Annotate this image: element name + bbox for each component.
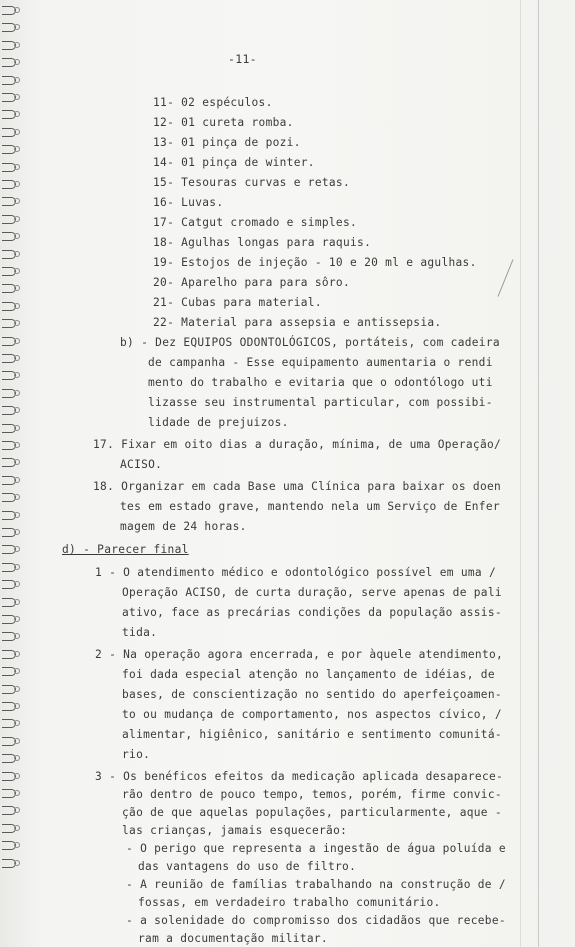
punch-hole xyxy=(14,355,20,361)
punch-hole xyxy=(14,616,20,622)
punch-hole xyxy=(14,129,20,135)
punch-hole xyxy=(14,251,20,257)
list-item: 14- 01 pinça de winter. xyxy=(153,156,315,169)
punch-hole xyxy=(14,860,20,866)
punch-hole xyxy=(14,825,20,831)
punch-hole xyxy=(14,599,20,605)
punch-hole xyxy=(14,303,20,309)
punch-hole xyxy=(14,512,20,518)
punch-hole xyxy=(14,7,20,13)
punch-hole xyxy=(14,164,20,170)
paragraph-line: b) - Dez EQUIPOS ODONTOLÓGICOS, portáteis, com cadeira xyxy=(120,336,500,349)
punch-hole xyxy=(14,285,20,291)
paragraph-line: mento do trabalho e evitaria que o odontólogo uti xyxy=(148,376,493,389)
punch-hole xyxy=(14,59,20,65)
list-item: 15- Tesouras curvas e retas. xyxy=(153,176,350,189)
punch-hole xyxy=(14,146,20,152)
punch-hole xyxy=(14,686,20,692)
paragraph-line: tes em estado grave, mantendo nela um Serviço de Enfer xyxy=(120,500,500,513)
list-item: 21- Cubas para material. xyxy=(153,296,322,309)
list-item: 13- 01 pinça de pozi. xyxy=(153,136,301,149)
paragraph-line: bases, de conscientização no sentido do aperfeiçoamen- xyxy=(122,688,502,701)
punch-hole xyxy=(14,198,20,204)
punch-hole xyxy=(14,720,20,726)
list-item: 12- 01 cureta romba. xyxy=(153,116,294,129)
punch-hole xyxy=(14,320,20,326)
numbered-item: 18. Organizar em cada Base uma Clínica para baixar os doen xyxy=(93,480,502,493)
punch-hole xyxy=(14,442,20,448)
paragraph-line: lizasse seu instrumental particular, com possibi- xyxy=(148,396,493,409)
list-item: 11- 02 espéculos. xyxy=(153,96,273,109)
bullet-item: - O perigo que representa a ingestão de água poluída e xyxy=(126,842,506,855)
punch-hole xyxy=(14,233,20,239)
page-fold-line xyxy=(538,0,539,947)
paragraph-line: das vantagens do uso de filtro. xyxy=(138,860,357,873)
stray-pen-mark xyxy=(498,259,514,296)
paragraph-line: to ou mudança de comportamento, nos aspectos cívico, / xyxy=(122,708,502,721)
paragraph-line: alimentar, higiênico, sanitário e sentimento comunitá- xyxy=(122,728,502,741)
punch-hole xyxy=(14,581,20,587)
punch-hole xyxy=(14,807,20,813)
punch-hole xyxy=(14,633,20,639)
paragraph-line: magem de 24 horas. xyxy=(120,520,247,533)
punch-hole xyxy=(14,24,20,30)
punch-hole xyxy=(14,459,20,465)
punch-hole xyxy=(14,216,20,222)
section-heading: d) - Parecer final xyxy=(62,543,189,556)
list-item: 18- Agulhas longas para raquis. xyxy=(153,236,372,249)
punch-hole xyxy=(14,94,20,100)
punch-hole xyxy=(14,564,20,570)
punch-hole xyxy=(14,111,20,117)
numbered-item: 17. Fixar em oito dias a duração, mínima, de uma Operação/ xyxy=(93,438,502,451)
list-item: 19- Estojos de injeção - 10 e 20 ml e agulhas. xyxy=(153,256,477,269)
punch-hole xyxy=(14,407,20,413)
punch-hole xyxy=(14,529,20,535)
punch-hole xyxy=(14,181,20,187)
list-item: 17- Catgut cromado e simples. xyxy=(153,216,358,229)
paragraph-line: lidade de prejuizos. xyxy=(148,416,289,429)
bullet-item: - a solenidade do compromisso dos cidadãos que recebe- xyxy=(126,914,506,927)
numbered-item: 3 - Os benéficos efeitos da medicação aplicada desaparece- xyxy=(95,770,504,783)
paragraph-line: las crianças, jamais esquecerão: xyxy=(122,824,348,837)
page-number: -11- xyxy=(228,52,257,66)
page-crease xyxy=(520,0,521,947)
punch-hole xyxy=(14,738,20,744)
punch-hole xyxy=(14,338,20,344)
paragraph-line: ção de que aquelas populações, particularmente, aque - xyxy=(122,806,502,819)
punch-hole xyxy=(14,703,20,709)
punch-hole xyxy=(14,372,20,378)
punch-hole xyxy=(14,494,20,500)
paragraph-line: ativo, face as precárias condições da população assis- xyxy=(122,606,502,619)
paragraph-line: tida. xyxy=(122,626,158,639)
binder-rings xyxy=(0,0,30,880)
list-item: 22- Material para assepsia e antissepsia. xyxy=(153,316,442,329)
punch-hole xyxy=(14,42,20,48)
punch-hole xyxy=(14,425,20,431)
paragraph-line: rio. xyxy=(122,748,151,761)
paragraph-line: fossas, em verdadeiro trabalho comunitário. xyxy=(138,896,441,909)
punch-hole xyxy=(14,651,20,657)
paragraph-line: foi dada especial atenção no lançamento de idéias, de xyxy=(122,668,495,681)
punch-hole xyxy=(14,790,20,796)
punch-hole xyxy=(14,390,20,396)
paragraph-line: de campanha - Esse equipamento aumentaria o rendi xyxy=(148,356,493,369)
punch-hole xyxy=(14,668,20,674)
numbered-item: 2 - Na operação agora encerrada, e por àquele atendimento, xyxy=(95,648,504,661)
punch-hole xyxy=(14,77,20,83)
paragraph-line: ACISO. xyxy=(120,458,163,471)
list-item: 20- Aparelho para para sôro. xyxy=(153,276,350,289)
punch-hole xyxy=(14,842,20,848)
punch-hole xyxy=(14,477,20,483)
punch-hole xyxy=(14,773,20,779)
paragraph-line: ram a documentação militar. xyxy=(138,932,328,945)
punch-hole xyxy=(14,546,20,552)
list-item: 16- Luvas. xyxy=(153,196,224,209)
punch-hole xyxy=(14,755,20,761)
bullet-item: - A reunião de famílias trabalhando na construção de / xyxy=(126,878,506,891)
numbered-item: 1 - O atendimento médico e odontológico possível em uma / xyxy=(95,566,497,579)
paragraph-line: rão dentro de pouco tempo, temos, porém, firme convic- xyxy=(122,788,502,801)
paragraph-line: Operação ACISO, de curta duração, serve apenas de pali xyxy=(122,586,502,599)
punch-hole xyxy=(14,268,20,274)
